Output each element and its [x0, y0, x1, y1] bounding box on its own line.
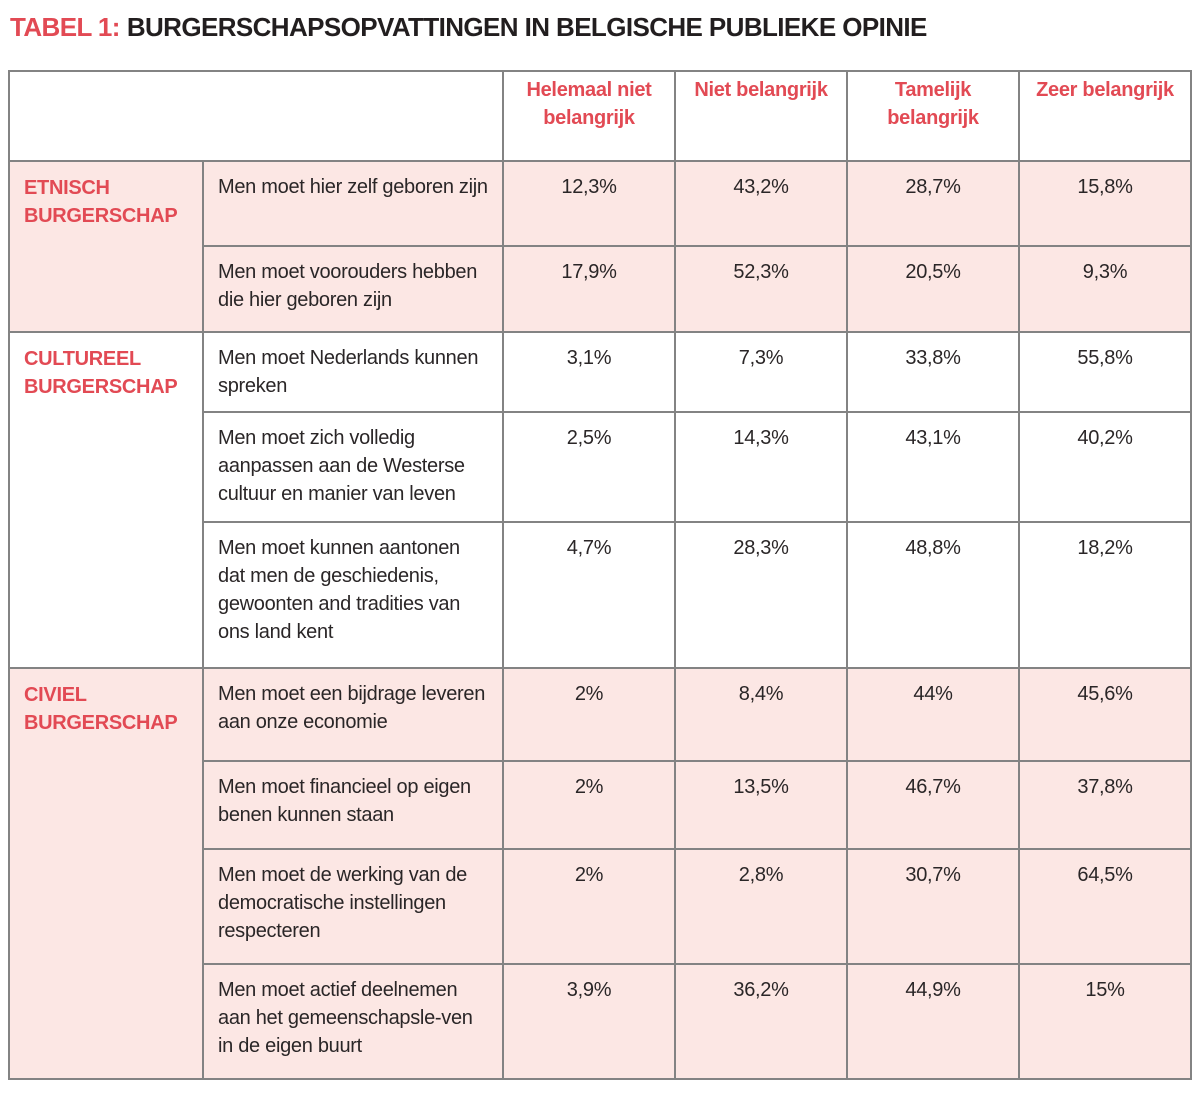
statement-cell: Men moet zich volledig aanpassen aan de Westerse cultuur en manier van leven: [203, 412, 503, 522]
value-cell: 64,5%: [1019, 849, 1191, 964]
table-row: [9, 332, 1191, 412]
statement-cell: Men moet voorouders hebben die hier geboren zijn: [203, 246, 503, 332]
header-row: [9, 71, 1191, 161]
value-cell: 30,7%: [847, 849, 1019, 964]
group-label-civiel-burgerschap: CIVIEL BURGERSCHAP: [9, 668, 203, 1079]
value-cell: 43,1%: [847, 412, 1019, 522]
value-cell: 45,6%: [1019, 668, 1191, 761]
value-cell: 28,7%: [847, 161, 1019, 246]
column-header-tamelijk-belangrijk: Tamelijk belangrijk: [847, 71, 1019, 161]
data-table: [8, 70, 1192, 1080]
column-header-niet-belangrijk: Niet belangrijk: [675, 71, 847, 161]
value-cell: 52,3%: [675, 246, 847, 332]
table-caption-number: TABEL 1:: [10, 12, 120, 42]
statement-cell: Men moet hier zelf geboren zijn: [203, 161, 503, 246]
value-cell: 37,8%: [1019, 761, 1191, 849]
column-header-helemaal-niet-belangrijk: Helemaal niet belangrijk: [503, 71, 675, 161]
statement-cell: Men moet de werking van de democratische instellingen respecteren: [203, 849, 503, 964]
value-cell: 33,8%: [847, 332, 1019, 412]
statement-cell: Men moet financieel op eigen benen kunnen staan: [203, 761, 503, 849]
value-cell: 43,2%: [675, 161, 847, 246]
value-cell: 17,9%: [503, 246, 675, 332]
statement-cell: Men moet actief deelnemen aan het gemeenschapsle-ven in de eigen buurt: [203, 964, 503, 1079]
value-cell: 7,3%: [675, 332, 847, 412]
column-header-zeer-belangrijk: Zeer belangrijk: [1019, 71, 1191, 161]
value-cell: 2,5%: [503, 412, 675, 522]
value-cell: 15,8%: [1019, 161, 1191, 246]
value-cell: 44,9%: [847, 964, 1019, 1079]
value-cell: 9,3%: [1019, 246, 1191, 332]
value-cell: 2%: [503, 849, 675, 964]
value-cell: 3,9%: [503, 964, 675, 1079]
value-cell: 46,7%: [847, 761, 1019, 849]
table-caption-text: BURGERSCHAPSOPVATTINGEN IN BELGISCHE PUBLIEKE OPINIE: [126, 12, 927, 42]
value-cell: 2,8%: [675, 849, 847, 964]
value-cell: 28,3%: [675, 522, 847, 668]
value-cell: 8,4%: [675, 668, 847, 761]
statement-cell: Men moet kunnen aantonen dat men de geschiedenis, gewoonten and tradities van ons land kent: [203, 522, 503, 668]
value-cell: 2%: [503, 668, 675, 761]
value-cell: 12,3%: [503, 161, 675, 246]
value-cell: 44%: [847, 668, 1019, 761]
group-label-etnisch-burgerschap: ETNISCH BURGERSCHAP: [9, 161, 203, 332]
table-caption: [10, 12, 927, 43]
value-cell: 40,2%: [1019, 412, 1191, 522]
value-cell: 14,3%: [675, 412, 847, 522]
value-cell: 20,5%: [847, 246, 1019, 332]
value-cell: 4,7%: [503, 522, 675, 668]
value-cell: 36,2%: [675, 964, 847, 1079]
group-label-cultureel-burgerschap: CULTUREEL BURGERSCHAP: [9, 332, 203, 668]
value-cell: 3,1%: [503, 332, 675, 412]
value-cell: 48,8%: [847, 522, 1019, 668]
value-cell: 2%: [503, 761, 675, 849]
value-cell: 55,8%: [1019, 332, 1191, 412]
value-cell: 15%: [1019, 964, 1191, 1079]
statement-cell: Men moet een bijdrage leveren aan onze economie: [203, 668, 503, 761]
statement-cell: Men moet Nederlands kunnen spreken: [203, 332, 503, 412]
header-spacer: [9, 71, 503, 161]
value-cell: 13,5%: [675, 761, 847, 849]
table-row: [9, 161, 1191, 246]
value-cell: 18,2%: [1019, 522, 1191, 668]
table-row: [9, 668, 1191, 761]
